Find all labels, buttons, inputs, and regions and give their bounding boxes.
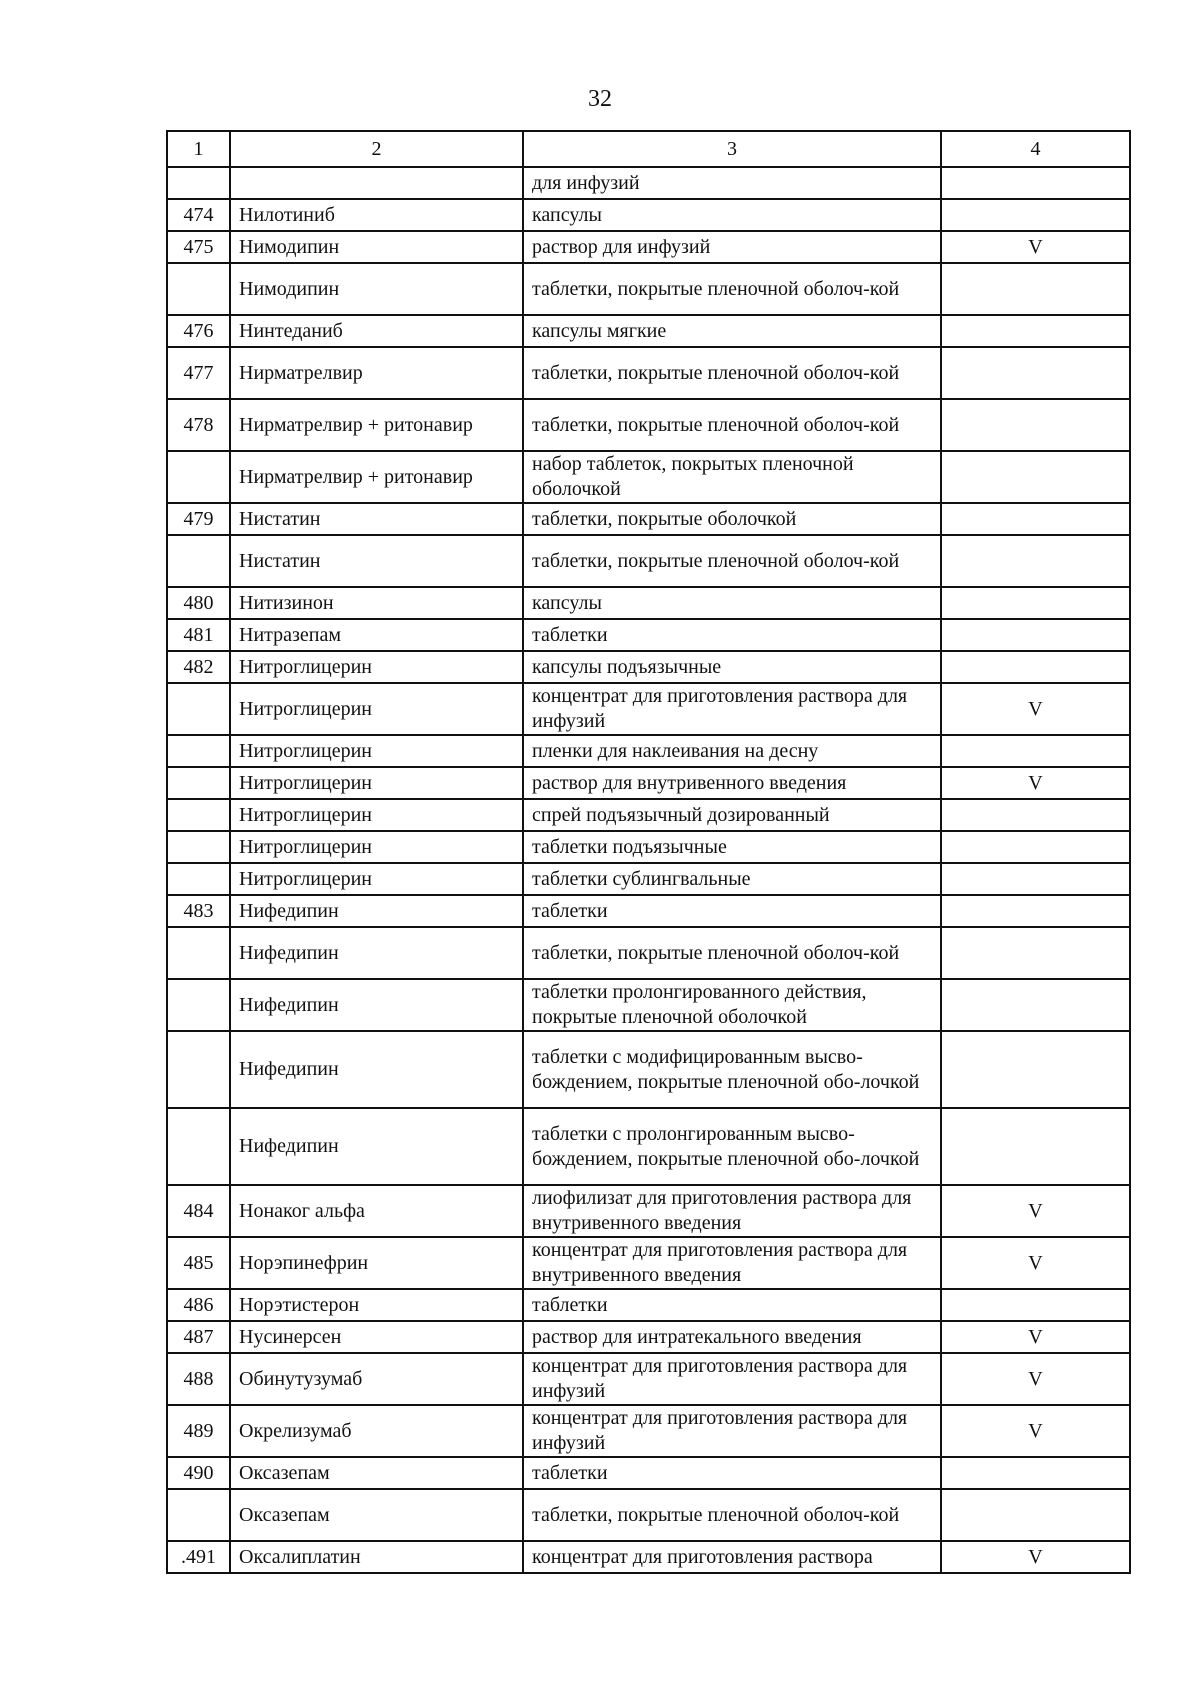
drug-name: Нитизинон bbox=[230, 587, 523, 619]
drug-name: Нирматрелвир + ритонавир bbox=[230, 451, 523, 503]
dosage-form: капсулы подъязычные bbox=[523, 651, 941, 683]
table-row bbox=[167, 1185, 1130, 1237]
row-number: 485 bbox=[167, 1237, 230, 1289]
table-row bbox=[167, 683, 1130, 735]
row-number bbox=[167, 535, 230, 587]
drug-table bbox=[166, 130, 1131, 1574]
vital-mark bbox=[941, 799, 1130, 831]
dosage-form: для инфузий bbox=[523, 167, 941, 199]
dosage-form: концентрат для приготовления раствора для инфузий bbox=[523, 683, 941, 735]
vital-mark: V bbox=[941, 1237, 1130, 1289]
vital-mark bbox=[941, 587, 1130, 619]
dosage-form: раствор для инфузий bbox=[523, 231, 941, 263]
table-row bbox=[167, 1237, 1130, 1289]
dosage-form: капсулы bbox=[523, 587, 941, 619]
row-number bbox=[167, 799, 230, 831]
vital-mark bbox=[941, 927, 1130, 979]
drug-name: Нитроглицерин bbox=[230, 863, 523, 895]
header-cell-4: 4 bbox=[941, 131, 1130, 167]
table-row bbox=[167, 263, 1130, 315]
table-row bbox=[167, 399, 1130, 451]
vital-mark bbox=[941, 503, 1130, 535]
dosage-form: таблетки, покрытые пленочной оболоч-кой bbox=[523, 535, 941, 587]
table-row bbox=[167, 587, 1130, 619]
drug-name bbox=[230, 167, 523, 199]
row-number bbox=[167, 1031, 230, 1108]
row-number: 476 bbox=[167, 315, 230, 347]
drug-name: Нифедипин bbox=[230, 1031, 523, 1108]
drug-name: Нифедипин bbox=[230, 1108, 523, 1185]
vital-mark bbox=[941, 619, 1130, 651]
vital-mark: V bbox=[941, 1185, 1130, 1237]
dosage-form: лиофилизат для приготовления раствора для внутривенного введения bbox=[523, 1185, 941, 1237]
drug-name: Нимодипин bbox=[230, 231, 523, 263]
row-number: 478 bbox=[167, 399, 230, 451]
dosage-form: спрей подъязычный дозированный bbox=[523, 799, 941, 831]
vital-mark bbox=[941, 167, 1130, 199]
drug-name: Нитроглицерин bbox=[230, 683, 523, 735]
dosage-form: концентрат для приготовления раствора bbox=[523, 1541, 941, 1573]
header-cell-1: 1 bbox=[167, 131, 230, 167]
row-number: 481 bbox=[167, 619, 230, 651]
row-number: 475 bbox=[167, 231, 230, 263]
drug-name: Оксалиплатин bbox=[230, 1541, 523, 1573]
drug-name: Нифедипин bbox=[230, 979, 523, 1031]
row-number bbox=[167, 927, 230, 979]
row-number bbox=[167, 979, 230, 1031]
dosage-form: таблетки, покрытые пленочной оболоч-кой bbox=[523, 927, 941, 979]
vital-mark bbox=[941, 1108, 1130, 1185]
vital-mark: V bbox=[941, 1353, 1130, 1405]
drug-name: Окрелизумаб bbox=[230, 1405, 523, 1457]
drug-name: Нусинерсен bbox=[230, 1321, 523, 1353]
row-number: 474 bbox=[167, 199, 230, 231]
dosage-form: таблетки, покрытые оболочкой bbox=[523, 503, 941, 535]
table-row bbox=[167, 651, 1130, 683]
drug-name: Норэпинефрин bbox=[230, 1237, 523, 1289]
row-number bbox=[167, 167, 230, 199]
table-row bbox=[167, 167, 1130, 199]
table-row bbox=[167, 979, 1130, 1031]
vital-mark bbox=[941, 535, 1130, 587]
drug-name: Оксазепам bbox=[230, 1457, 523, 1489]
table-row bbox=[167, 451, 1130, 503]
table-row bbox=[167, 1457, 1130, 1489]
dosage-form: таблетки bbox=[523, 1457, 941, 1489]
row-number bbox=[167, 451, 230, 503]
row-number: 479 bbox=[167, 503, 230, 535]
vital-mark: V bbox=[941, 1321, 1130, 1353]
vital-mark: V bbox=[941, 231, 1130, 263]
row-number: 477 bbox=[167, 347, 230, 399]
table-row bbox=[167, 831, 1130, 863]
dosage-form: таблетки с пролонгированным высво-бождением, покрытые пленочной обо-лочкой bbox=[523, 1108, 941, 1185]
drug-name: Нирматрелвир bbox=[230, 347, 523, 399]
drug-name: Оксазепам bbox=[230, 1489, 523, 1541]
row-number: 483 bbox=[167, 895, 230, 927]
dosage-form: концентрат для приготовления раствора для внутривенного введения bbox=[523, 1237, 941, 1289]
row-number bbox=[167, 1108, 230, 1185]
drug-name: Нинтеданиб bbox=[230, 315, 523, 347]
row-number bbox=[167, 263, 230, 315]
drug-name: Нистатин bbox=[230, 503, 523, 535]
dosage-form: таблетки подъязычные bbox=[523, 831, 941, 863]
header-row bbox=[167, 131, 1130, 167]
drug-name: Нитроглицерин bbox=[230, 651, 523, 683]
vital-mark bbox=[941, 979, 1130, 1031]
drug-name: Нитроглицерин bbox=[230, 831, 523, 863]
table-row bbox=[167, 231, 1130, 263]
dosage-form: таблетки пролонгированного действия, покрытые пленочной оболочкой bbox=[523, 979, 941, 1031]
table-row bbox=[167, 619, 1130, 651]
table-row bbox=[167, 1321, 1130, 1353]
vital-mark bbox=[941, 263, 1130, 315]
dosage-form: таблетки, покрытые пленочной оболоч-кой bbox=[523, 263, 941, 315]
row-number bbox=[167, 683, 230, 735]
table-row bbox=[167, 1031, 1130, 1108]
vital-mark bbox=[941, 1489, 1130, 1541]
dosage-form: пленки для наклеивания на десну bbox=[523, 735, 941, 767]
table-row bbox=[167, 535, 1130, 587]
row-number: 490 bbox=[167, 1457, 230, 1489]
dosage-form: таблетки, покрытые пленочной оболоч-кой bbox=[523, 399, 941, 451]
row-number: 482 bbox=[167, 651, 230, 683]
row-number: 487 bbox=[167, 1321, 230, 1353]
vital-mark bbox=[941, 651, 1130, 683]
dosage-form: таблетки сублингвальные bbox=[523, 863, 941, 895]
row-number: 480 bbox=[167, 587, 230, 619]
row-number: 488 bbox=[167, 1353, 230, 1405]
drug-name: Нитроглицерин bbox=[230, 799, 523, 831]
drug-name: Обинутузумаб bbox=[230, 1353, 523, 1405]
vital-mark: V bbox=[941, 767, 1130, 799]
row-number: 486 bbox=[167, 1289, 230, 1321]
table-row bbox=[167, 895, 1130, 927]
row-number: 484 bbox=[167, 1185, 230, 1237]
dosage-form: набор таблеток, покрытых пленочной оболочкой bbox=[523, 451, 941, 503]
table-row bbox=[167, 503, 1130, 535]
vital-mark bbox=[941, 1457, 1130, 1489]
vital-mark bbox=[941, 1031, 1130, 1108]
table-row bbox=[167, 1541, 1130, 1573]
dosage-form: капсулы bbox=[523, 199, 941, 231]
vital-mark bbox=[941, 863, 1130, 895]
vital-mark: V bbox=[941, 1405, 1130, 1457]
table-row bbox=[167, 1489, 1130, 1541]
row-number: .491 bbox=[167, 1541, 230, 1573]
table-row bbox=[167, 735, 1130, 767]
drug-name: Нитроглицерин bbox=[230, 735, 523, 767]
row-number bbox=[167, 831, 230, 863]
row-number: 489 bbox=[167, 1405, 230, 1457]
vital-mark bbox=[941, 199, 1130, 231]
dosage-form: раствор для внутривенного введения bbox=[523, 767, 941, 799]
vital-mark bbox=[941, 399, 1130, 451]
header-cell-3: 3 bbox=[523, 131, 941, 167]
vital-mark bbox=[941, 315, 1130, 347]
dosage-form: таблетки bbox=[523, 619, 941, 651]
vital-mark bbox=[941, 1289, 1130, 1321]
header-cell-2: 2 bbox=[230, 131, 523, 167]
row-number bbox=[167, 767, 230, 799]
drug-name: Нифедипин bbox=[230, 927, 523, 979]
drug-name: Нимодипин bbox=[230, 263, 523, 315]
vital-mark bbox=[941, 735, 1130, 767]
dosage-form: таблетки, покрытые пленочной оболоч-кой bbox=[523, 347, 941, 399]
table-row bbox=[167, 863, 1130, 895]
table-row bbox=[167, 767, 1130, 799]
row-number bbox=[167, 1489, 230, 1541]
page-number: 32 bbox=[588, 86, 612, 112]
vital-mark: V bbox=[941, 1541, 1130, 1573]
drug-name: Нилотиниб bbox=[230, 199, 523, 231]
vital-mark bbox=[941, 895, 1130, 927]
row-number bbox=[167, 735, 230, 767]
drug-name: Нонаког альфа bbox=[230, 1185, 523, 1237]
vital-mark bbox=[941, 831, 1130, 863]
table-row bbox=[167, 1353, 1130, 1405]
dosage-form: таблетки bbox=[523, 895, 941, 927]
dosage-form: раствор для интратекального введения bbox=[523, 1321, 941, 1353]
dosage-form: таблетки с модифицированным высво-бождением, покрытые пленочной обо-лочкой bbox=[523, 1031, 941, 1108]
table-row bbox=[167, 1108, 1130, 1185]
dosage-form: концентрат для приготовления раствора для инфузий bbox=[523, 1353, 941, 1405]
dosage-form: капсулы мягкие bbox=[523, 315, 941, 347]
drug-name: Нитразепам bbox=[230, 619, 523, 651]
drug-name: Нистатин bbox=[230, 535, 523, 587]
vital-mark: V bbox=[941, 683, 1130, 735]
table-row bbox=[167, 347, 1130, 399]
drug-name: Нирматрелвир + ритонавир bbox=[230, 399, 523, 451]
dosage-form: таблетки, покрытые пленочной оболоч-кой bbox=[523, 1489, 941, 1541]
row-number bbox=[167, 863, 230, 895]
vital-mark bbox=[941, 347, 1130, 399]
table-row bbox=[167, 315, 1130, 347]
dosage-form: концентрат для приготовления раствора для инфузий bbox=[523, 1405, 941, 1457]
drug-name: Нитроглицерин bbox=[230, 767, 523, 799]
vital-mark bbox=[941, 451, 1130, 503]
table-row bbox=[167, 1289, 1130, 1321]
dosage-form: таблетки bbox=[523, 1289, 941, 1321]
table-row bbox=[167, 199, 1130, 231]
table-row bbox=[167, 927, 1130, 979]
drug-name: Норэтистерон bbox=[230, 1289, 523, 1321]
table-row bbox=[167, 1405, 1130, 1457]
table-row bbox=[167, 799, 1130, 831]
drug-name: Нифедипин bbox=[230, 895, 523, 927]
